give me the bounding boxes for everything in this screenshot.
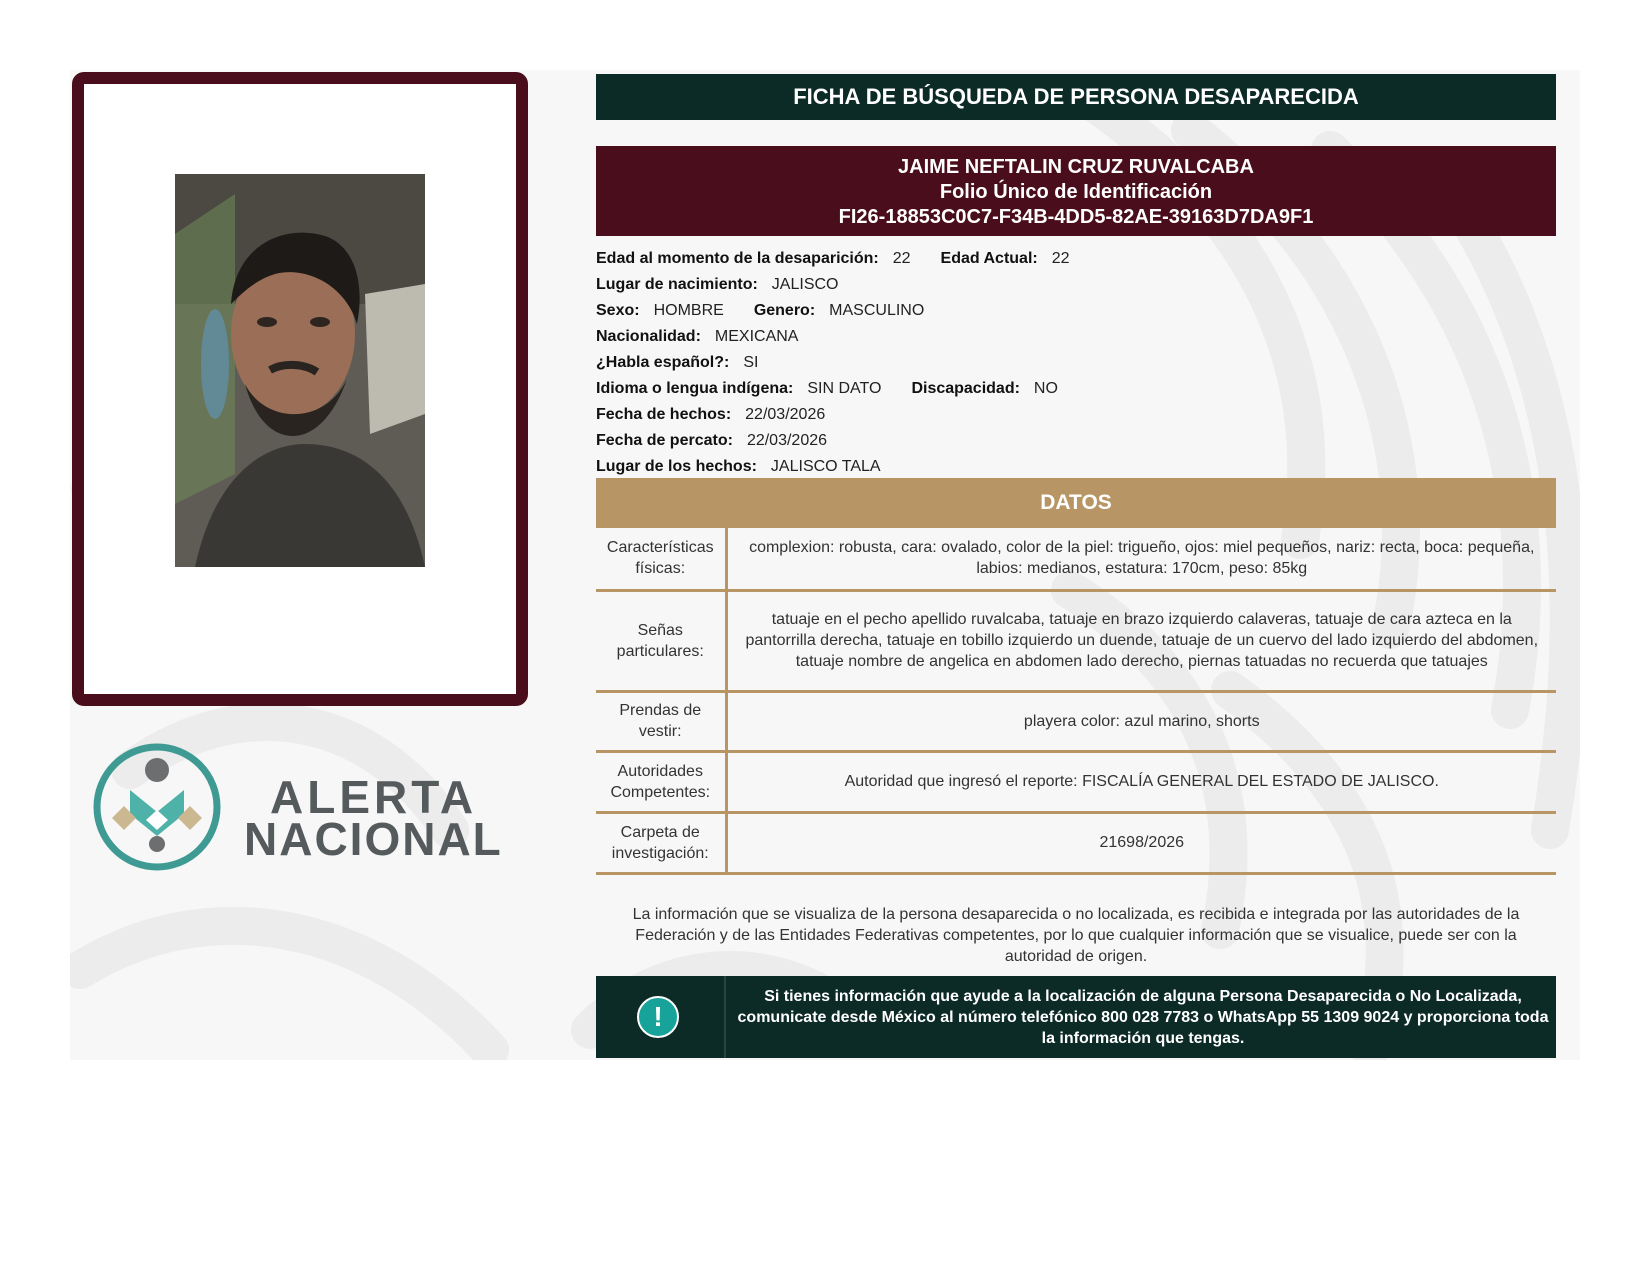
contact-text: Si tienes información que ayude a la localización de alguna Persona Desaparecida o No Localizada, comunicate desde México al número telefónico 800 028 7783 o WhatsApp 55 1309 9024 y proporciona toda la información que tengas. (737, 988, 1549, 1047)
edad-actual-label: Edad Actual: (940, 250, 1038, 267)
logo-text-line-2: NACIONAL (244, 813, 503, 865)
contact-banner (596, 976, 1556, 1058)
genero-label: Genero: (753, 302, 816, 319)
edad-desaparicion-label: Edad al momento de la desaparición: (596, 250, 879, 267)
sexo-label: Sexo: (596, 302, 640, 319)
table-row (596, 812, 1556, 873)
prendas-value: playera color: azul marino, shorts (726, 691, 1556, 751)
alerta-nacional-logo-mark-icon (90, 740, 224, 874)
page-title: FICHA DE BÚSQUEDA DE PERSONA DESAPARECIDA (596, 74, 1556, 120)
person-photo (175, 174, 425, 567)
genero-value: MASCULINO (829, 302, 925, 319)
fecha-percato-value: 22/03/2026 (746, 432, 828, 449)
identity-banner (596, 146, 1556, 236)
info-row-sexo (596, 298, 1556, 324)
person-name: JAIME NEFTALIN CRUZ RUVALCABA (898, 156, 1254, 178)
autoridades-value: Autoridad que ingresó el reporte: FISCALÍA GENERAL DEL ESTADO DE JALISCO. (726, 751, 1556, 812)
info-row-lugar-nacimiento (596, 272, 1556, 298)
senas-label: Señas particulares: (596, 590, 726, 691)
info-row-lugar-hechos (596, 454, 1556, 480)
folio-label: Folio Único de Identificación (939, 181, 1213, 203)
prendas-label: Prendas de vestir: (596, 691, 726, 751)
autoridades-label: Autoridades Competentes: (596, 751, 726, 812)
table-row (596, 528, 1556, 590)
carpeta-value: 21698/2026 (726, 812, 1556, 873)
edad-actual-value: 22 (1051, 250, 1070, 267)
personal-info (596, 246, 1556, 480)
fecha-percato-label: Fecha de percato: (596, 432, 733, 449)
info-row-habla-espanol (596, 350, 1556, 376)
table-row (596, 691, 1556, 751)
discapacidad-label: Discapacidad: (911, 380, 1020, 397)
info-row-idioma (596, 376, 1556, 402)
info-row-nacionalidad (596, 324, 1556, 350)
table-row (596, 590, 1556, 691)
folio-number: FI26-18853C0C7-F34B-4DD5-82AE-39163D7DA9F1 (838, 206, 1314, 228)
table-row (596, 751, 1556, 812)
fecha-hechos-label: Fecha de hechos: (596, 406, 732, 423)
caracteristicas-label: Características físicas: (596, 528, 726, 590)
fecha-hechos-value: 22/03/2026 (745, 406, 826, 423)
contact-icon-cell (596, 976, 726, 1058)
habla-espanol-value: SI (743, 354, 759, 371)
disclaimer-text: La información que se visualiza de la persona desaparecida o no localizada, es recibida e integrada por las autoridades de la Federación y de las Entidades Federativas competentes, por lo que cualquier información que se visualice, puede ser con la autoridad de origen. (632, 906, 1520, 965)
info-row-fecha-hechos (596, 402, 1556, 428)
senas-value: tatuaje en el pecho apellido ruvalcaba, tatuaje en brazo izquierdo calaveras, tatuaje de cara azteca en la pantorrilla derecha, tatuaje en tobillo izquierdo un duende, tatuaje de un cuervo del lado izquierdo del abdomen, tatuaje nombre de angelica en abdomen lado derecho, piernas tatuadas no recuerda que tatuajes (726, 590, 1556, 691)
carpeta-label: Carpeta de investigación: (596, 812, 726, 873)
logo-text-line-1: ALERTA (270, 771, 478, 823)
info-row-edad (596, 246, 1556, 272)
info-row-fecha-percato (596, 428, 1556, 454)
datos-table (596, 528, 1556, 875)
idioma-value: SIN DATO (807, 380, 882, 397)
lugar-nacimiento-label: Lugar de nacimiento: (596, 276, 758, 293)
idioma-label: Idioma o lengua indígena: (596, 380, 794, 397)
exclamation-icon: ! (637, 996, 679, 1038)
lugar-nacimiento-value: JALISCO (771, 276, 839, 293)
datos-heading: DATOS (596, 478, 1556, 528)
sexo-value: HOMBRE (653, 302, 724, 319)
discapacidad-value: NO (1033, 380, 1058, 397)
nacionalidad-label: Nacionalidad: (596, 328, 701, 345)
alerta-nacional-logo (90, 740, 510, 880)
caracteristicas-value: complexion: robusta, cara: ovalado, color de la piel: trigueño, ojos: miel pequeños, nariz: recta, boca: pequeña, labios: medianos, estatura: 170cm, peso: 85kg (726, 528, 1556, 590)
habla-espanol-label: ¿Habla español?: (596, 354, 730, 371)
lugar-hechos-value: JALISCO TALA (770, 458, 881, 475)
lugar-hechos-label: Lugar de los hechos: (596, 458, 757, 475)
nacionalidad-value: MEXICANA (714, 328, 799, 345)
edad-desaparicion-value: 22 (892, 250, 911, 267)
